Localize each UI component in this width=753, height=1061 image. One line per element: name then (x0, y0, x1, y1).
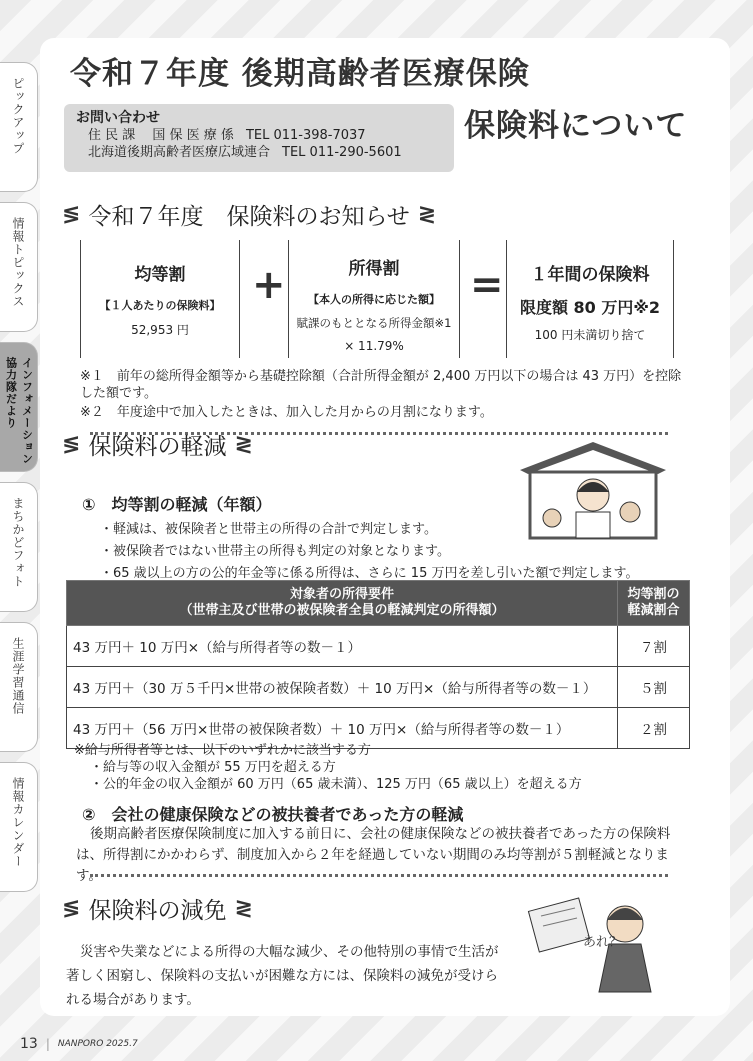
exemption-heading (62, 892, 253, 925)
table-header-requirement: 対象者の所得要件 （世帯主及び世帯の被保険者全員の軽減判定の所得額） (67, 581, 618, 626)
reduction-sub2-text: 後期高齢者医療保険制度に加入する前日に、会社の健康保険などの被扶養者であった方の保険料は、所得割にかかわらず、制度加入から２年を経過していない期間のみ均等割が５割軽減となります。 (76, 826, 671, 884)
notice-title: 令和７年度 保険料のお知らせ (88, 204, 410, 230)
contact-org-1: 住 民 課 国 保 医 療 係 (88, 128, 234, 143)
income-base-line: 賦課のもととなる所得金額※1 (296, 316, 452, 330)
reduction-sub1: ① 均等割の軽減（年額） (82, 495, 272, 514)
exemption-text: 災害や失業などによる所得の大幅な減少、その他特別の事情で生活が著しく困窮し、保険料の支払いが困難な方には、保険料の減免が受けられる場合があります。 (66, 944, 499, 1008)
zigzag-right-icon: ≷ (234, 432, 253, 457)
reduction-sub2: ② 会社の健康保険などの被扶養者であった方の軽減 (82, 805, 464, 824)
reduction-table (66, 580, 690, 749)
zigzag-right-icon: ≷ (417, 202, 437, 227)
row-rate: ２割 (618, 708, 690, 749)
income-rate: × 11.79% (344, 339, 404, 353)
row-requirement: 43 万円＋ 10 万円×（給与所得者等の数－１） (67, 626, 618, 667)
reduction-title: 保険料の軽減 (88, 434, 227, 460)
per-capita-value: 52,953 円 (131, 323, 189, 337)
plus-sign: + (252, 262, 286, 308)
divider-2 (90, 874, 668, 877)
side-tab-calendar[interactable]: 情報カレンダー (0, 762, 38, 892)
bubble-text: あれ？ (583, 935, 623, 950)
contact-tel-2: TEL 011-290-5601 (282, 145, 402, 160)
earner-note-head: ※給与所得者等とは、以下のいずれかに該当する方 (74, 743, 371, 758)
table-row (67, 626, 690, 667)
page-subtitle: 保険料について (464, 108, 688, 144)
equals-sign: = (470, 262, 504, 308)
side-tab-pickup[interactable]: ピックアップ (0, 62, 38, 192)
zigzag-left-icon: ≶ (62, 896, 81, 921)
note-2: ※２ 年度途中で加入したときは、加入した月からの月割になります。 (80, 405, 493, 420)
income-title: 所得割 (348, 259, 400, 279)
per-capita-title: 均等割 (134, 265, 186, 285)
family-house-illustration (518, 440, 668, 540)
reduction-heading (62, 428, 253, 461)
side-tab-information[interactable]: インフォメーション協力隊だより (0, 342, 38, 472)
notice-heading (62, 198, 436, 231)
per-capita-sub: 【１人あたりの保険料】 (99, 299, 221, 312)
row-requirement: 43 万円＋（56 万円×世帯の被保険者数）＋ 10 万円×（給与所得者等の数－１） (67, 708, 618, 749)
income-box (288, 240, 460, 358)
side-tab-learning[interactable]: 生涯学習通信 (0, 622, 38, 752)
zigzag-left-icon: ≶ (62, 432, 81, 457)
table-header-rate: 均等割の 軽減割合 (618, 581, 690, 626)
annual-title: １年間の保険料 (530, 265, 650, 285)
reduction-bullet-3: ・65 歳以上の方の公的年金等に係る所得は、さらに 15 万円を差し引いた額で判定します。 (100, 566, 639, 581)
magazine-name: NANPORO 2025.7 (57, 1039, 138, 1049)
annual-round-note: 100 円未満切り捨て (534, 328, 646, 342)
row-requirement: 43 万円＋（30 万５千円×世帯の被保険者数）＋ 10 万円×（給与所得者等の数－１） (67, 667, 618, 708)
contact-box (64, 104, 454, 172)
reduction-bullet-2: ・被保険者ではない世帯主の所得も判定の対象となります。 (100, 544, 450, 559)
contact-tel-1: TEL 011-398-7037 (245, 128, 366, 143)
zigzag-left-icon: ≶ (62, 202, 81, 227)
confused-person-illustration (525, 884, 675, 996)
side-tab-topics[interactable]: 情報トピックス (0, 202, 38, 332)
annual-box (506, 240, 674, 358)
page-title: 令和７年度 後期高齢者医療保険 (70, 56, 530, 92)
exemption-title: 保険料の減免 (88, 898, 227, 924)
table-row (67, 667, 690, 708)
annual-limit: 限度額 80 万円※2 (519, 298, 661, 317)
per-capita-box (80, 240, 240, 358)
side-tab-photo[interactable]: まちかどフォト (0, 482, 38, 612)
contact-heading: お問い合わせ (76, 110, 160, 126)
row-rate: ５割 (618, 667, 690, 708)
page-number: 13 (20, 1036, 38, 1052)
earner-note-1: ・給与等の収入金額が 55 万円を超える方 (90, 760, 336, 775)
income-sub: 【本人の所得に応じた額】 (308, 293, 440, 306)
zigzag-right-icon: ≷ (234, 896, 253, 921)
page-footer: 13 | NANPORO 2025.7 (20, 1036, 138, 1052)
contact-org-2: 北海道後期高齢者医療広域連合 (88, 145, 271, 160)
reduction-bullet-1: ・軽減は、被保険者と世帯主の所得の合計で判定します。 (100, 522, 437, 537)
note-1: ※１ 前年の総所得金額等から基礎控除額（合計所得金額が 2,400 万円以下の場合は 43 万円）を控除した額です。 (80, 369, 682, 401)
row-rate: ７割 (618, 626, 690, 667)
earner-note-2: ・公的年金の収入金額が 60 万円（65 歳未満）、125 万円（65 歳以上）を超える方 (90, 777, 582, 792)
